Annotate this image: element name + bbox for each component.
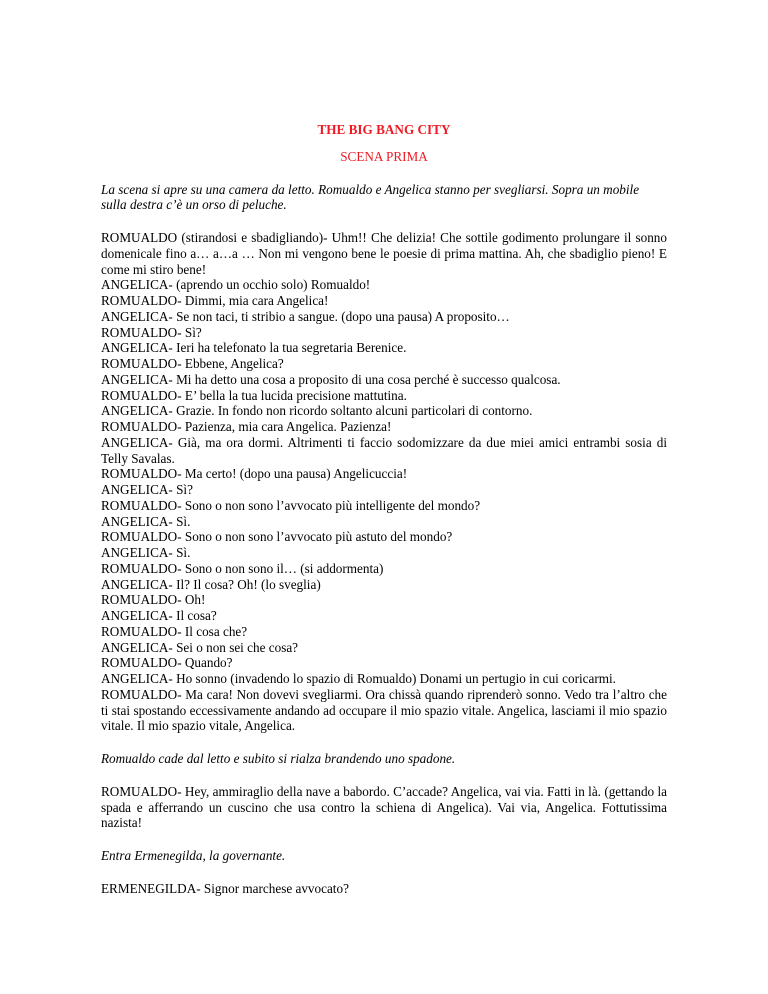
dialogue-line: ROMUALDO- Oh! [101, 592, 206, 608]
dialogue-line: ROMUALDO- E’ bella la tua lucida precisione mattutina. [101, 387, 407, 403]
dialogue-line: ROMUALDO- Sì? [101, 324, 202, 340]
stage-direction: Romualdo cade dal letto e subito si rialza brandendo uno spadone. [101, 751, 456, 766]
dialogue-line: ROMUALDO- Quando? [101, 655, 233, 671]
dialogue-line: ANGELICA- Sì. [101, 545, 191, 560]
dialogue-line: ROMUALDO- Dimmi, mia cara Angelica! [101, 293, 329, 308]
scene-heading: SCENA PRIMA [340, 148, 428, 164]
dialogue-line: ROMUALDO- Sono o non sono il… (si addormenta) [101, 560, 384, 576]
dialogue-line: ROMUALDO (stirandosi e sbadigliando)- Uhm!! Che delizia! Che sottile godimento prolungare il sonno domenicale fino a… a…a … Non mi vengono bene le poesie di prima mattina. Ah, che sbadiglio pieno! E come mi stiro bene! [101, 230, 667, 277]
dialogue-line: ROMUALDO- Ma certo! (dopo una pausa) Angelicuccia! [101, 466, 408, 482]
dialogue-line: ANGELICA- Sì. [101, 513, 191, 529]
dialogue-line: ANGELICA- Mi ha detto una cosa a proposito di una cosa perché è successo qualcosa. [101, 371, 561, 387]
dialogue-line: ANGELICA- Il? Il cosa? Oh! (lo sveglia) [101, 576, 321, 592]
dialogue-line: ROMUALDO- Sono o non sono l’avvocato più intelligente del mondo? [101, 497, 481, 513]
dialogue-line: ANGELICA- Già, ma ora dormi. Altrimenti ti faccio sodomizzare da due miei amici entrambi sosia di Telly Savalas. [101, 434, 667, 466]
dialogue-line: ANGELICA- Grazie. In fondo non ricordo soltanto alcuni particolari di contorno. [101, 403, 533, 419]
dialogue-line: ANGELICA- Il cosa? [101, 608, 217, 623]
stage-direction: Entra Ermenegilda, la governante. [101, 848, 286, 863]
dialogue-line: ANGELICA- Se non taci, ti stribio a sangue. (dopo una pausa) A proposito… [101, 308, 510, 324]
dialogue-line: ROMUALDO- Ebbene, Angelica? [101, 356, 284, 371]
dialogue-block-3 [101, 881, 667, 897]
dialogue-line: ROMUALDO- Ma cara! Non dovevi svegliarmi. Ora chissà quando riprenderò sonno. Vedo tra l’altro che ti stai spostando eccessivamente andando ad occupare il mio spazio vitale. Angelica, lasciami il mio spazio vitale. Il mio spazio vitale, Angelica. [101, 686, 667, 734]
dialogue-line: ROMUALDO- Il cosa che? [101, 623, 248, 639]
dialogue-block-1 [101, 230, 667, 734]
dialogue-line: ANGELICA- Sei o non sei che cosa? [101, 639, 299, 655]
document-body [101, 118, 667, 897]
play-title: THE BIG BANG CITY [317, 122, 451, 137]
dialogue-block-2 [101, 784, 667, 831]
dialogue-line: ROMUALDO- Hey, ammiraglio della nave a babordo. C’accade? Angelica, vai via. Fatti in là. (gettando la spada e afferrando un cuscino che usa contro la schiena di Angelica). Vai via, Angelica. Fottutissima nazista! [101, 783, 667, 831]
dialogue-line: ANGELICA- Sì? [101, 482, 193, 497]
dialogue-line: ERMENEGILDA- Signor marchese avvocato? [101, 880, 349, 896]
dialogue-line: ANGELICA- (aprendo un occhio solo) Romualdo! [101, 277, 371, 293]
dialogue-line: ANGELICA- Ieri ha telefonato la tua segretaria Berenice. [101, 340, 407, 356]
stage-direction: La scena si apre su una camera da letto. Romualdo e Angelica stanno per svegliarsi. Sopra un mobile sulla destra c’è un orso di peluche. [101, 181, 640, 213]
dialogue-line: ROMUALDO- Sono o non sono l’avvocato più astuto del mondo? [101, 529, 453, 545]
dialogue-line: ANGELICA- Ho sonno (invadendo lo spazio di Romualdo) Donami un pertugio in cui coricarmi. [101, 671, 616, 686]
dialogue-line: ROMUALDO- Pazienza, mia cara Angelica. Pazienza! [101, 419, 392, 434]
